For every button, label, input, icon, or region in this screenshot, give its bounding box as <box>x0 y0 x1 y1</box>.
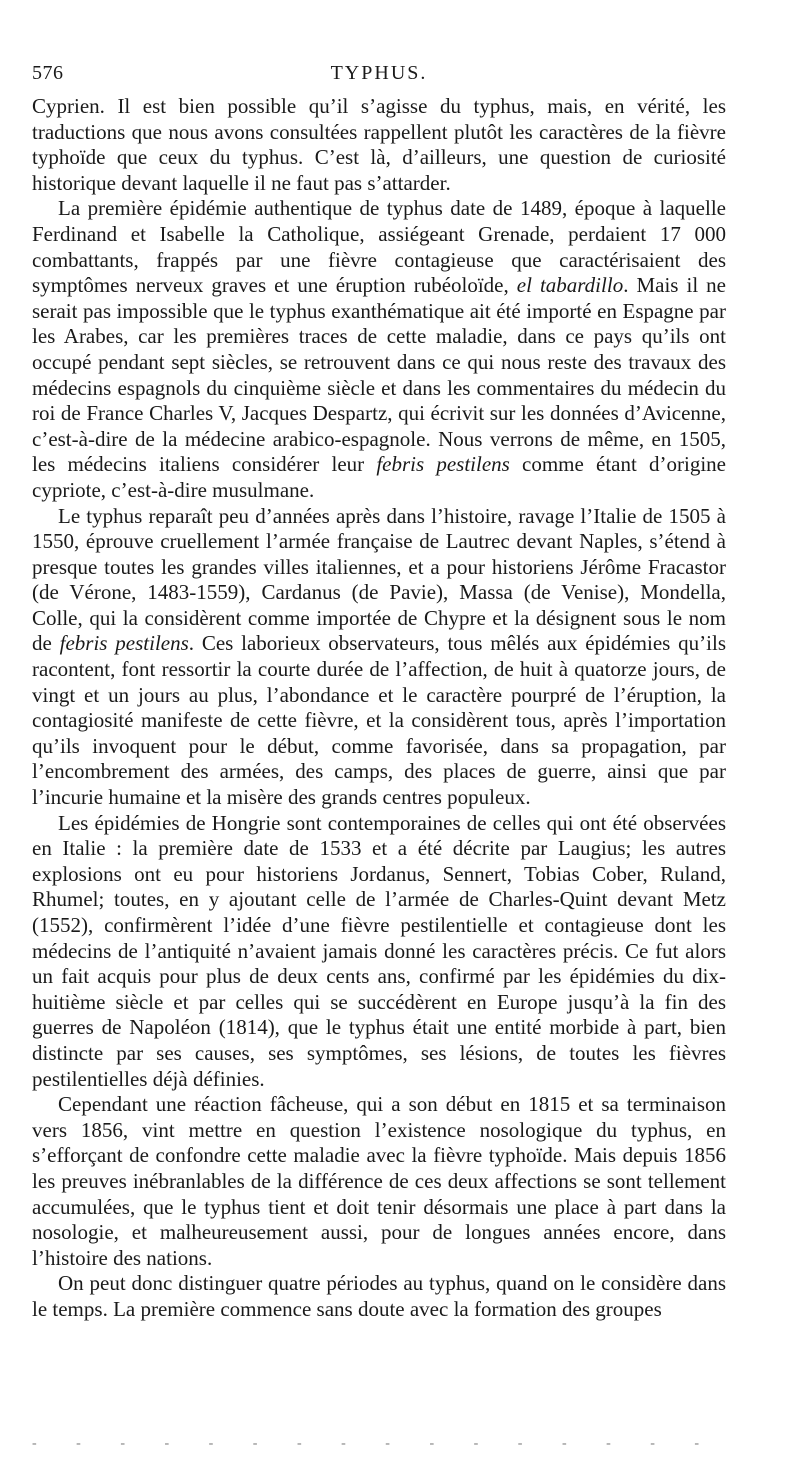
text-segment: Le typhus reparaît peu d’années après dans l’histoire, ravage l’Italie de 1505 à 1550, éprouve cruellement l’armée française de Lautrec devant Naples, s’étend à presque toutes les grandes villes italiennes, et a pour historiens Jérôme Fracastor (de Vérone, 1483-1559), Cardanus (de Pavie), Massa (de Venise), Mondella, Colle, qui la considèrent comme importée de Chypre et la désignent sous le nom de <box>32 503 726 656</box>
paragraph-5 <box>32 1092 726 1271</box>
paragraph-6 <box>32 1271 726 1322</box>
paragraph-2 <box>32 196 726 503</box>
page-number: 576 <box>32 62 64 84</box>
text-segment: . Ces laborieux observateurs, tous mêlés aux épidémies qu’ils racontent, font ressortir la courte durée de l’affection, de huit à quatorze jours, de vingt et un jours au plus, l’abondance et le caractère pourpré de l’éruption, la contagiosité manifeste de cette fièvre, et la considèrent tous, après l’importation qu’ils invoquent pour le début, comme favorisée, dans sa propagation, par l’encombrement des armées, des camps, des places de guerre, ainsi que par l’incurie humaine et la misère des grands centres populeux. <box>32 631 726 810</box>
body-text <box>32 94 726 1323</box>
footer-scan-marks: - - - - - - - - - - - - - - - - <box>32 1436 718 1451</box>
paragraph-1 <box>32 94 726 196</box>
running-title: TYPHUS. <box>330 62 428 84</box>
text-segment: On peut donc distinguer quatre périodes au typhus, quand on le considère dans le temps. La première commence sans doute avec la formation des groupes <box>32 1271 726 1321</box>
text-segment: Les épidémies de Hongrie sont contemporaines de celles qui ont été observées en Italie : la première date de 1533 et a été décrite par Laugius; les autres explosions ont eu pour historiens Jordanus, Sennert, Tobias Cober, Ruland, Rhumel; toutes, en y ajoutant celle de l’armée de Charles-Quint devant Metz (1552), confirmèrent l’idée d’une fièvre pestilentielle et contagieuse dont les médecins de l’antiquité n’avaient jamais donné les caractères précis. Ce fut alors un fait acquis pour plus de deux cents ans, confirmé par les épidémies du dix-huitième siècle et par celles qui se succédèrent en Europe jusqu’à la fin des guerres de Napoléon (1814), que le typhus était une entité morbide à part, bien distincte par ses causes, ses symptômes, ses lésions, de toutes les fièvres pestilentielles déjà définies. <box>32 810 726 1091</box>
italic-term: febris pestilens <box>376 452 510 477</box>
paragraph-4 <box>32 811 726 1093</box>
text-segment: comme étant d’origine cypriote, c’est-à-dire musulmane. <box>32 452 726 502</box>
text-segment: Cyprien. Il est bien possible qu’il s’agisse du typhus, mais, en vérité, les traductions que nous avons consultées rappellent plutôt les caractères de la fièvre typhoïde que ceux du typhus. C’est là, d’ailleurs, une question de curiosité historique devant laquelle il ne faut pas s’attarder. <box>32 94 726 195</box>
text-segment: La première épidémie authentique de typhus date de 1489, époque à laquelle Ferdinand et Isabelle la Catholique, assiégeant Grenade, perdaient 17 000 combattants, frappés par une fièvre contagieuse que caractérisaient des symptômes nerveux graves et une éruption rubéoloïde, <box>32 196 726 298</box>
italic-term: febris pestilens <box>59 631 189 656</box>
text-segment: . Mais il ne serait pas impossible que le typhus exanthématique ait été importé en Espagne par les Arabes, car les premières traces de cette maladie, dans ce pays qu’ils ont occupé pendant sept siècles, se retrouvent dans ce qui nous reste des travaux des médecins espagnols du cinquième siècle et dans les commentaires du médecin du roi de France Charles V, Jacques Despartz, qui écrivit sur les données d’Avicenne, c’est-à-dire de la médecine arabico-espagnole. Nous verrons de même, en 1505, les médecins italiens considérer leur <box>32 273 727 477</box>
paragraph-3 <box>32 504 726 811</box>
running-head <box>32 58 726 94</box>
book-page <box>32 58 726 1323</box>
italic-term: el tabardillo <box>516 273 624 298</box>
text-segment: Cependant une réaction fâcheuse, qui a son début en 1815 et sa terminaison vers 1856, vint mettre en question l’existence nosologique du typhus, en s’efforçant de confondre cette maladie avec la fièvre typhoïde. Mais depuis 1856 les preuves inébranlables de la différence de ces deux affections se sont tellement accumulées, que le typhus tient et doit tenir désormais une place à part dans la nosologie, et malheureusement aussi, pour de longues années encore, dans l’histoire des nations. <box>32 1092 726 1270</box>
